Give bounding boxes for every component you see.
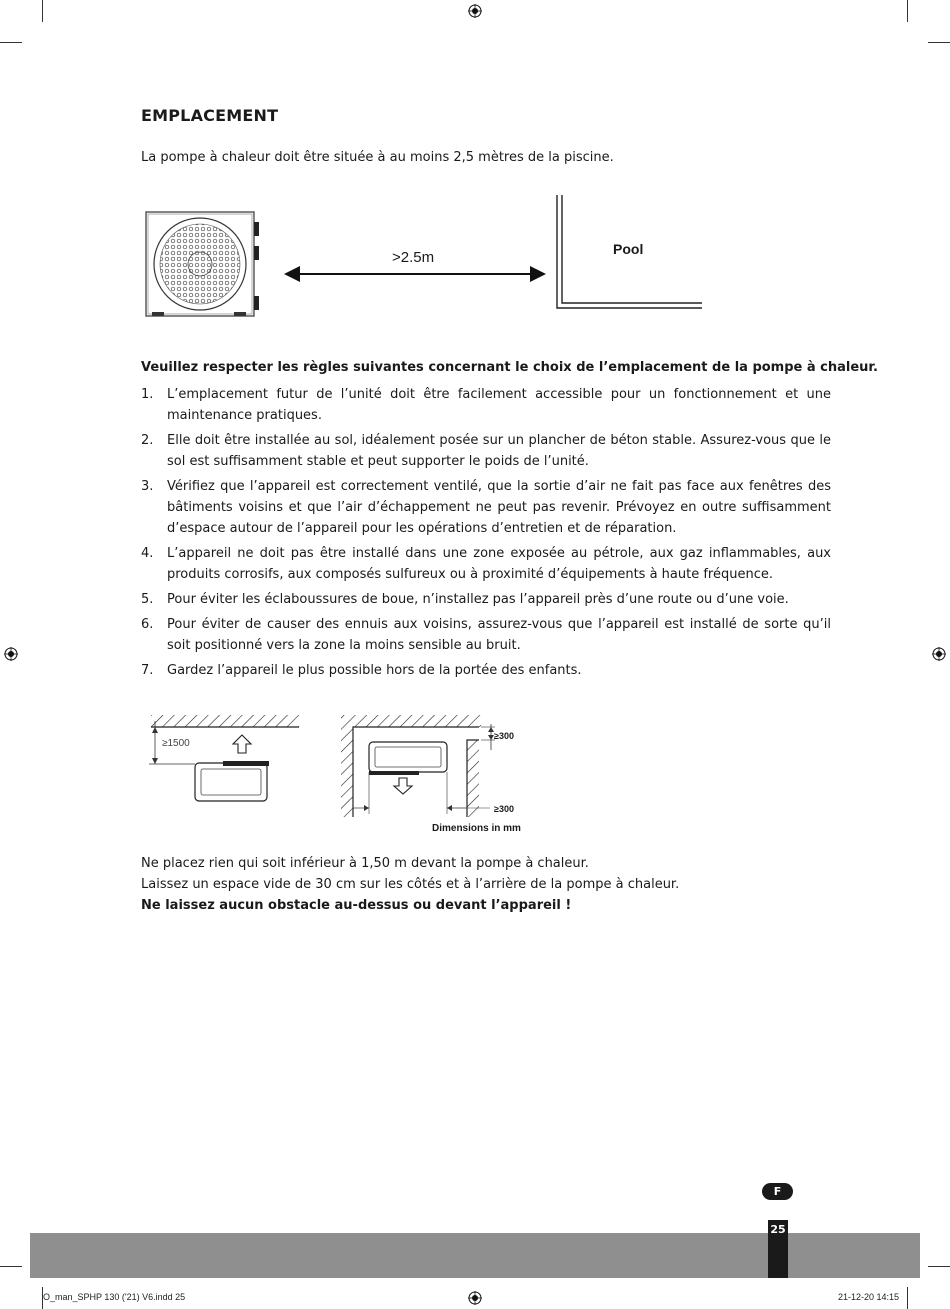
list-item: 2. Elle doit être installée au sol, idéalement posée sur un plancher de béton stable. Assurez-vous que le sol est suffisamment stable et peut supporter le poids de l’unité. bbox=[141, 433, 831, 469]
footer-datetime-slug: 21-12-20 14:15 bbox=[838, 1292, 900, 1302]
notes-block bbox=[141, 853, 679, 916]
list-item: 3. Vérifiez que l’appareil est correctement ventilé, que la sortie d’air ne fait pas face aux fenêtres des bâtiments voisins et que l’air d’échappement ne peut pas revenir. Prévoyez en outre suffisamment d’espace autour de l’appareil pour les opérations d’entretien et de réparation. bbox=[141, 479, 831, 536]
distance-label: >2.5m bbox=[392, 249, 435, 266]
list-item: 6. Pour éviter de causer des ennuis aux voisins, assurez-vous que l’appareil est installé de sorte qu’il soit positionné vers la zone la moins sensible au bruit. bbox=[141, 617, 831, 653]
registration-mark-icon bbox=[468, 1291, 482, 1305]
rules-list bbox=[141, 384, 831, 685]
footer-file-slug: O_man_SPHP 130 ('21) V6.indd 25 bbox=[43, 1292, 186, 1302]
crop-mark bbox=[928, 1266, 950, 1267]
rules-heading: Veuillez respecter les règles suivantes concernant le choix de l’emplacement de la pompe à chaleur. bbox=[141, 360, 878, 375]
clearance-diagram bbox=[145, 710, 545, 840]
page-number: 25 bbox=[768, 1220, 788, 1278]
list-item: 5. Pour éviter les éclaboussures de boue, n’installez pas l’appareil près d’une route ou d’une voie. bbox=[141, 592, 789, 607]
list-item: 7. Gardez l’appareil le plus possible hors de la portée des enfants. bbox=[141, 663, 582, 678]
crop-mark bbox=[0, 1266, 22, 1267]
pool-label: Pool bbox=[613, 241, 644, 257]
crop-mark bbox=[907, 0, 908, 22]
note-line: Ne placez rien qui soit inférieur à 1,50 m devant la pompe à chaleur. bbox=[141, 856, 589, 871]
list-item: 1. L’emplacement futur de l’unité doit être facilement accessible pour un fonctionnement et une maintenance pratiques. bbox=[141, 387, 831, 423]
crop-mark bbox=[0, 42, 22, 43]
registration-mark-icon bbox=[932, 647, 946, 661]
front-clearance-label: ≥1500 bbox=[162, 738, 190, 749]
front-clearance-diagram bbox=[149, 715, 299, 801]
side-clearance-diagram bbox=[341, 715, 495, 817]
section-title: EMPLACEMENT bbox=[141, 106, 279, 125]
distance-arrow-icon bbox=[284, 266, 546, 282]
top-clearance-label: ≥300 bbox=[494, 731, 514, 741]
registration-mark-icon bbox=[468, 4, 482, 18]
crop-mark bbox=[928, 42, 950, 43]
crop-mark bbox=[42, 0, 43, 22]
list-item: 4. L’appareil ne doit pas être installé dans une zone exposée au pétrole, aux gaz inflammables, aux produits corrosifs, aux composés sulfureux ou à proximité d’équipements à haute fréquence. bbox=[141, 546, 831, 582]
dimensions-caption: Dimensions in mm bbox=[432, 823, 521, 834]
intro-text: La pompe à chaleur doit être située à au moins 2,5 mètres de la piscine. bbox=[141, 150, 614, 165]
crop-mark bbox=[907, 1287, 908, 1309]
language-badge: F bbox=[762, 1183, 793, 1200]
note-line: Laissez un espace vide de 30 cm sur les côtés et à l’arrière de la pompe à chaleur. bbox=[141, 877, 680, 892]
heat-pump-icon bbox=[146, 212, 259, 316]
registration-mark-icon bbox=[4, 647, 18, 661]
warning-line: Ne laissez aucun obstacle au-dessus ou devant l’appareil ! bbox=[141, 898, 572, 913]
side-clearance-label: ≥300 bbox=[494, 804, 514, 814]
